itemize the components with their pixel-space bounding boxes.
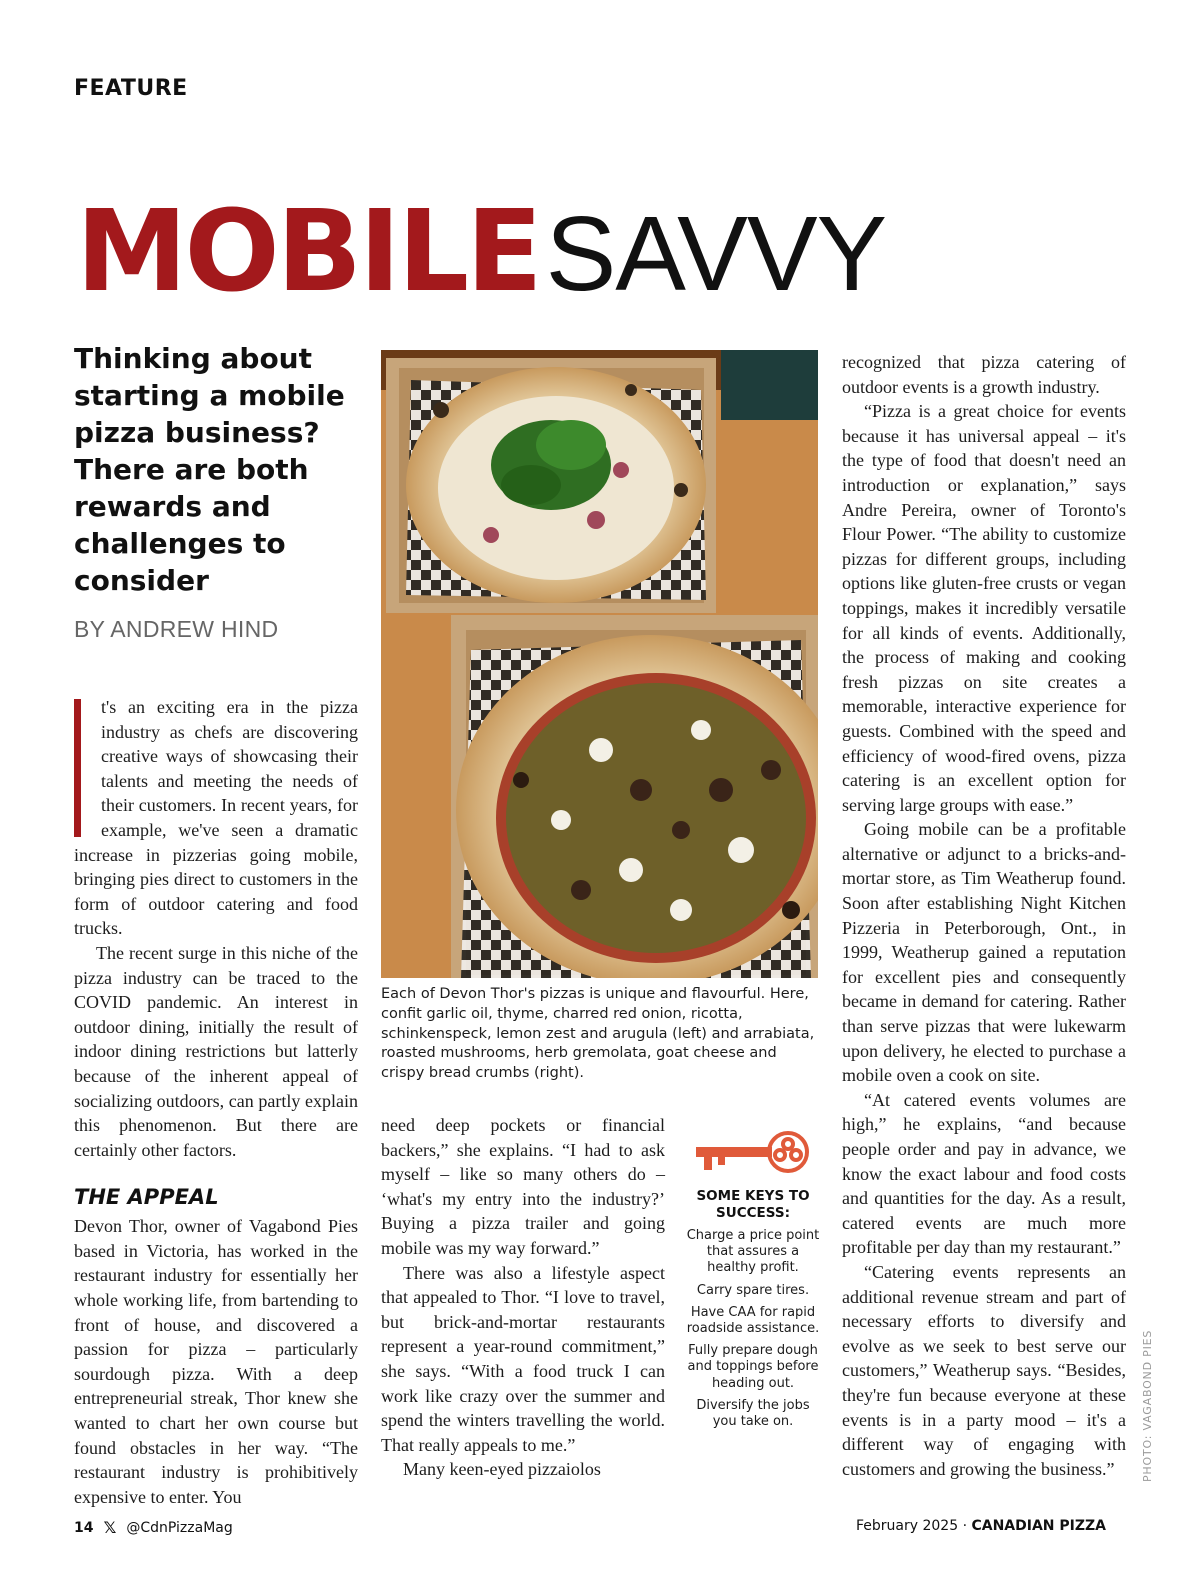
- paragraph: t's an exciting era in the pizza industry as chefs are discovering creative ways of showcasing their talents and meeting the needs of their customers. In recent years, for example, we've seen a dramatic increase in pizzerias going mobile, bringing pies direct to customers in the form of outdoor catering and food trucks.: [74, 697, 358, 939]
- byline: BY ANDREW HIND: [74, 616, 279, 642]
- paragraph: need deep pockets or financial backers,” she explains. “I had to ask myself – like so many others do – ‘what's my entry into the industry?’ Buying a pizza trailer and going mobile was my way forward.”: [381, 1115, 665, 1258]
- keys-item: Diversify the jobs you take on.: [696, 1397, 810, 1430]
- photo-credit: PHOTO: VAGABOND PIES: [1141, 1329, 1154, 1482]
- social-handle[interactable]: @CdnPizzaMag: [126, 1519, 233, 1536]
- issue-date: February 2025: [855, 1518, 959, 1534]
- paragraph: Going mobile can be a profitable alternative or adjunct to a bricks-and-mortar store, as Tim Weatherup found. Soon after establishing Night Kitchen Pizzeria in Peterborough, Ont., in 1999, Weatherup gained a reputation for excellent pies and consequently became in demand for catering. Rather than serve pizzas that were lukewarm upon delivery, he elected to purchase a mobile oven a cook on site.: [842, 819, 1126, 1086]
- footer-right: [856, 1518, 1106, 1534]
- keys-item: Charge a price point that assures a healthy profit.: [686, 1228, 820, 1276]
- paragraph: recognized that pizza catering of outdoor events is a growth industry.: [842, 352, 1126, 397]
- deck: Thinking about starting a mobile pizza business? There are both rewards and challenges to consider: [74, 342, 345, 597]
- keys-title: SOME KEYS TO SUCCESS:: [696, 1188, 810, 1221]
- column-1: [74, 695, 358, 1509]
- headline-part-1: MOBILE: [76, 187, 540, 317]
- magazine-name: CANADIAN PIZZA: [971, 1518, 1106, 1534]
- keys-sidebar: [686, 1122, 820, 1436]
- paragraph: Many keen-eyed pizzaiolos: [403, 1459, 601, 1480]
- paragraph: “Pizza is a great choice for events because it has universal appeal – it's the type of food that doesn't need an introduction or explanation,” says Andre Pereira, owner of Toronto's Flour Power. “The ability to customize pizzas for different groups, including options like gluten-free crusts or vegan toppings, makes it incredibly versatile for all kinds of events. Additionally, the process of making and cooking fresh pizzas on site creates a memorable, interactive experience for guests. Combined with the speed and efficiency of wood-fired ovens, pizza catering is an excellent option for serving large groups with ease.”: [842, 401, 1126, 815]
- column-3: [842, 350, 1126, 1481]
- paragraph: There was also a lifestyle aspect that appealed to Thor. “I love to travel, but brick-and-mortar restaurants represent a year-round commitment,” she says. “With a food truck I can work like crazy over the summer and spend the winters travelling the world. That really appeals to me.”: [381, 1262, 665, 1455]
- column-2: [381, 1113, 665, 1482]
- paragraph: Devon Thor, owner of Vagabond Pies based in Victoria, has worked in the restaurant industry for essentially her whole working life, from bartending to front of house, and discovered a passion for pizza – particularly sourdough pizza. With a deep entrepreneurial streak, Thor knew she wanted to chart her own course but found obstacles in her way. “The restaurant industry is prohibitively expensive to enter. You: [74, 1216, 358, 1507]
- headline-part-2: SAVVY: [545, 195, 887, 313]
- pizza-photo: [381, 350, 818, 978]
- paragraph: “Catering events represents an additional revenue stream and part of necessary efforts to diversify and evolve as we seek to best serve our customers,” Weatherup says. “Besides, they're fun because everyone at these events is in a party mood – it's a different way of engaging with customers and growing the business.”: [842, 1261, 1126, 1479]
- key-icon: [690, 1122, 816, 1182]
- page-number: 14: [74, 1519, 94, 1536]
- photo-caption: Each of Devon Thor's pizzas is unique and flavourful. Here, confit garlic oil, thyme, charred red onion, ricotta, schinkenspeck, lemon zest and arugula (left) and arrabiata, roasted mushrooms, herb gremolata, goat cheese and crispy bread crumbs (right).: [381, 986, 815, 1082]
- keys-item: Carry spare tires.: [696, 1282, 810, 1298]
- drop-cap: [74, 699, 101, 827]
- keys-item: Have CAA for rapid roadside assistance.: [686, 1304, 820, 1337]
- paragraph: The recent surge in this niche of the pizza industry can be traced to the COVID pandemic. An interest in outdoor dining, initially the result of indoor dining restrictions but latterly because of the inherent appeal of socializing outdoors, can partly explain this phenomenon. But there are certainly other factors.: [74, 942, 358, 1160]
- keys-item: Fully prepare dough and toppings before heading out.: [687, 1343, 819, 1391]
- footer-left: [74, 1518, 233, 1537]
- subhead: THE APPEAL: [74, 1185, 219, 1210]
- section-label: FEATURE: [74, 76, 188, 101]
- headline: [76, 187, 887, 317]
- footer-separator: ·: [962, 1518, 968, 1534]
- pizza-photo-illustration: [381, 350, 818, 978]
- paragraph: “At catered events volumes are high,” he explains, “and because people order and pay in advance, we know the exact labour and food costs and quantities for the day. As a result, catered events are much more profitable per day than my restaurant.”: [842, 1089, 1126, 1258]
- x-icon: 𝕏: [103, 1518, 117, 1537]
